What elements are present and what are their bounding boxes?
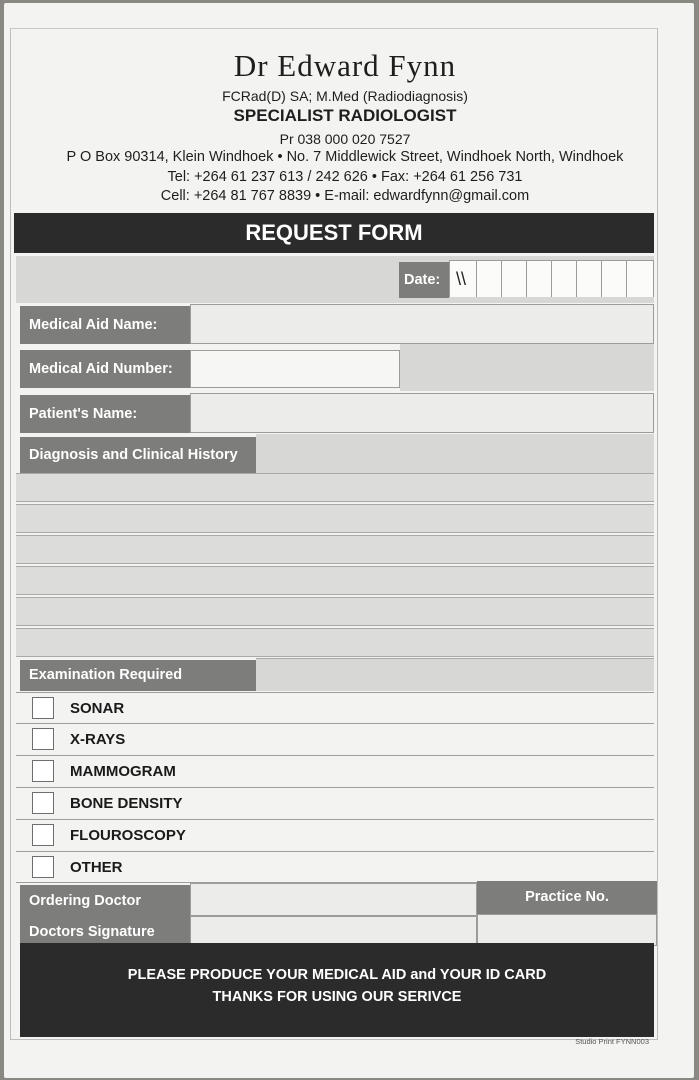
mammogram-checkbox[interactable] xyxy=(32,760,54,782)
date-box-3[interactable] xyxy=(501,261,526,297)
date-box-8[interactable] xyxy=(626,261,653,297)
diagnosis-band xyxy=(256,434,654,473)
examination-label: Examination Required xyxy=(20,660,256,691)
footer-banner xyxy=(20,943,654,1037)
examination-band xyxy=(256,658,654,691)
other-checkbox[interactable] xyxy=(32,856,54,878)
address: P O Box 90314, Klein Windhoek • No. 7 Middlewick Street, Windhoek North, Windhoek xyxy=(66,149,624,165)
bone-density-checkbox[interactable] xyxy=(32,792,54,814)
date-box-4[interactable] xyxy=(526,261,551,297)
other-label: OTHER xyxy=(70,858,123,876)
medical-aid-name-label: Medical Aid Name: xyxy=(20,306,190,344)
exam-row-mammogram[interactable] xyxy=(16,755,654,786)
flouroscopy-label: FLOUROSCOPY xyxy=(70,826,186,844)
date-boxes[interactable] xyxy=(449,260,654,297)
date-box-1[interactable]: \\ xyxy=(450,261,476,297)
sonar-checkbox[interactable] xyxy=(32,697,54,719)
exam-row-other[interactable] xyxy=(16,851,654,883)
qualifications: FCRad(D) SA; M.Med (Radiodiagnosis) xyxy=(222,88,468,104)
diagnosis-line-5[interactable] xyxy=(16,597,654,626)
patient-name-label: Patient's Name: xyxy=(20,395,190,433)
date-box-6[interactable] xyxy=(576,261,601,297)
exam-row-flouroscopy[interactable] xyxy=(16,819,654,850)
date-box-5[interactable] xyxy=(551,261,576,297)
diagnosis-label: Diagnosis and Clinical History xyxy=(20,437,256,473)
medical-aid-number-label: Medical Aid Number: xyxy=(20,350,190,388)
doctors-signature-label: Doctors Signature xyxy=(20,918,190,947)
specialty: SPECIALIST RADIOLOGIST xyxy=(233,106,457,125)
exam-row-xrays[interactable] xyxy=(16,723,654,754)
diagnosis-line-6[interactable] xyxy=(16,628,654,657)
date-label: Date: xyxy=(399,262,449,298)
medical-aid-number-band xyxy=(400,344,654,391)
bone-density-label: BONE DENSITY xyxy=(70,794,183,812)
diagnosis-line-2[interactable] xyxy=(16,504,654,533)
xrays-label: X-RAYS xyxy=(70,730,126,748)
doctor-name: Dr Edward Fynn xyxy=(233,48,457,83)
practice-no-label: Practice No. xyxy=(477,881,657,914)
footer-line-1: PLEASE PRODUCE YOUR MEDICAL AID and YOUR ID CARD xyxy=(127,967,547,983)
practice-no-field[interactable] xyxy=(477,914,657,946)
ordering-doctor-label: Ordering Doctor xyxy=(20,885,190,918)
ordering-doctor-field[interactable] xyxy=(190,883,477,916)
doctors-signature-field[interactable] xyxy=(190,916,477,946)
practice-registration: Pr 038 000 020 7527 xyxy=(279,131,411,147)
diagnosis-line-4[interactable] xyxy=(16,566,654,595)
telephone: Tel: +264 61 237 613 / 242 626 • Fax: +264 61 256 731 xyxy=(167,169,523,185)
mammogram-label: MAMMOGRAM xyxy=(70,762,176,780)
diagnosis-line-1[interactable] xyxy=(16,473,654,502)
exam-row-sonar[interactable] xyxy=(16,692,654,723)
flouroscopy-checkbox[interactable] xyxy=(32,824,54,846)
medical-aid-number-field[interactable] xyxy=(190,350,400,388)
xrays-checkbox[interactable] xyxy=(32,728,54,750)
printer-mark: Studio Print FYNN003 xyxy=(575,1037,649,1046)
patient-name-field[interactable] xyxy=(190,393,654,433)
exam-row-bone-density[interactable] xyxy=(16,787,654,818)
diagnosis-line-3[interactable] xyxy=(16,535,654,564)
sonar-label: SONAR xyxy=(70,699,125,717)
cell-email: Cell: +264 81 767 8839 • E-mail: edwardfynn@gmail.com xyxy=(160,188,530,204)
medical-aid-name-field[interactable] xyxy=(190,304,654,344)
date-box-7[interactable] xyxy=(601,261,626,297)
date-box-2[interactable] xyxy=(476,261,501,297)
footer-line-2: THANKS FOR USING OUR SERIVCE xyxy=(212,989,462,1005)
form-title: REQUEST FORM xyxy=(14,213,654,253)
